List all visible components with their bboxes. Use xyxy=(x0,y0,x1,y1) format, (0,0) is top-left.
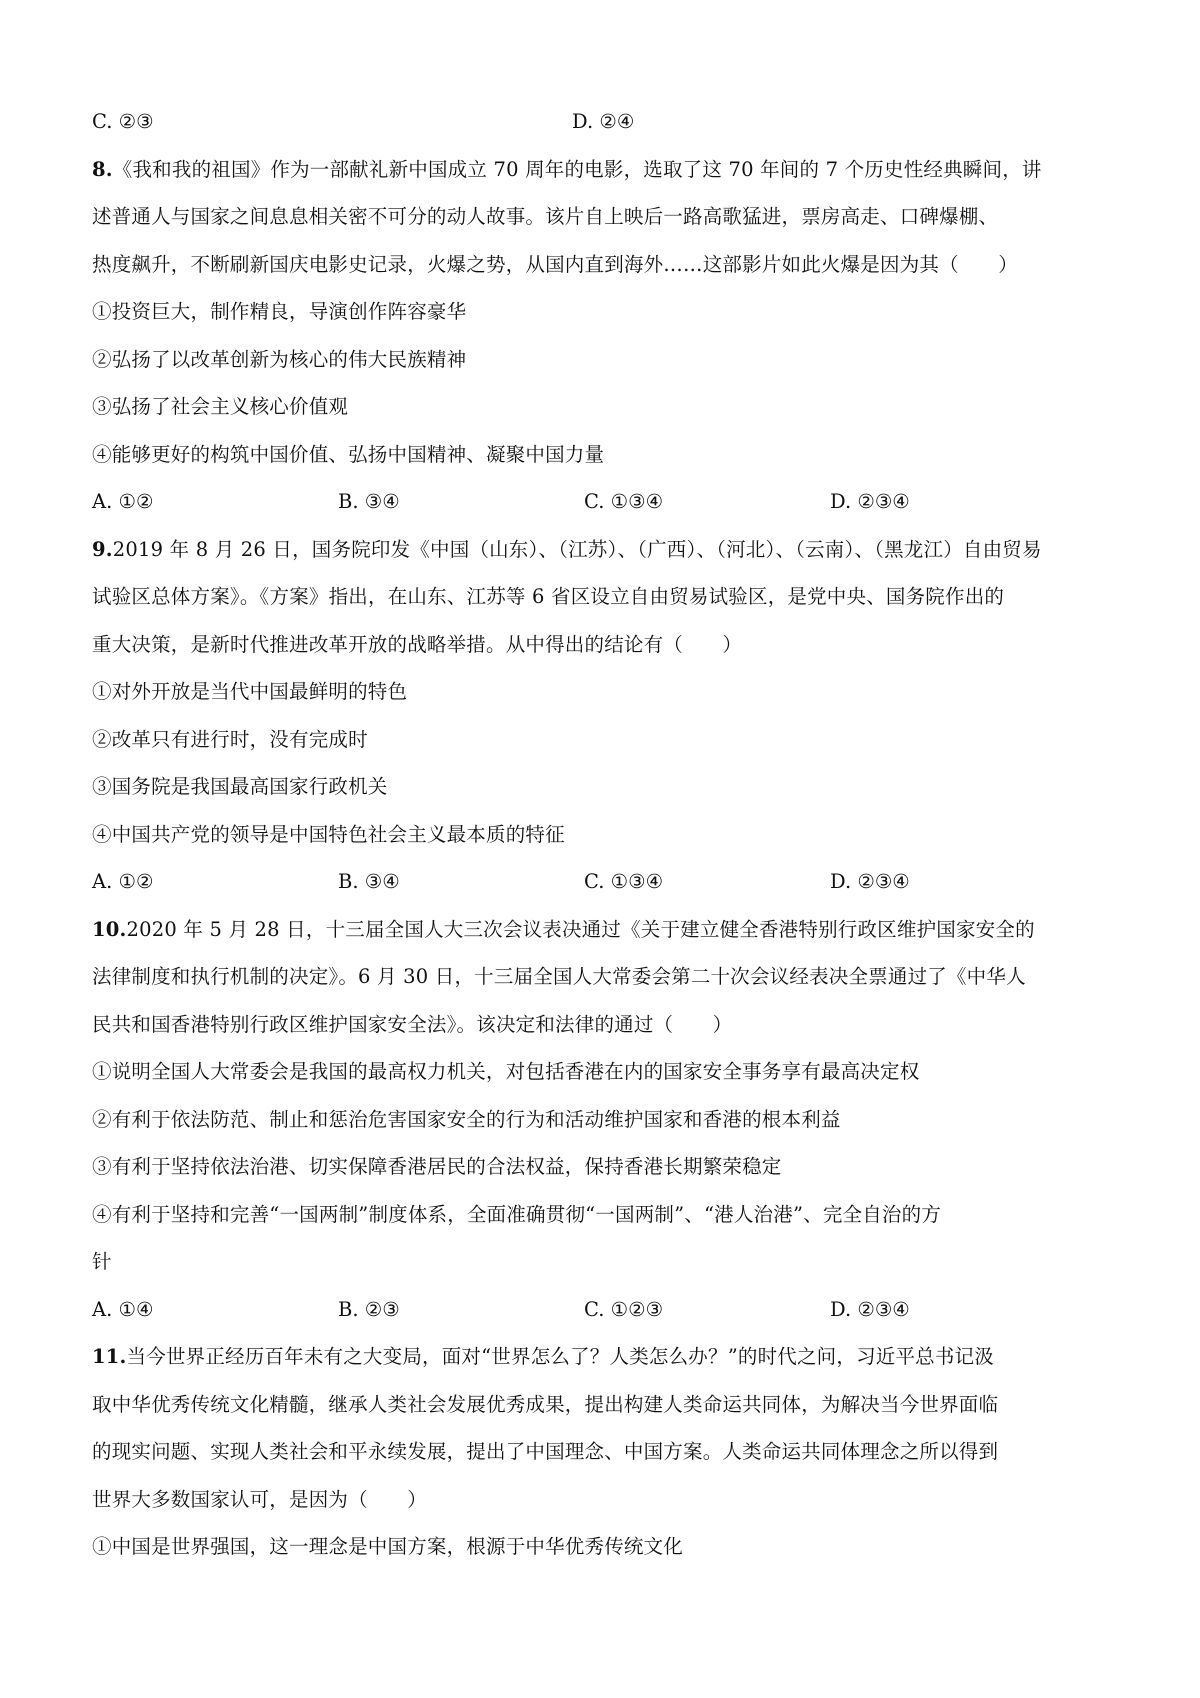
question-stem-line: 10.2020 年 5 月 28 日，十三届全国人大三次会议表决通过《关于建立健全香港特别行政区维护国家安全的 xyxy=(92,917,1035,941)
question-stem-line: 述普通人与国家之间息息相关密不可分的动人故事。该片自上映后一路高歌猛进，票房高走、口碑爆棚、 xyxy=(92,205,999,228)
statement-item: ②改革只有进行时，没有完成时 xyxy=(92,727,368,751)
question-number: 8. xyxy=(92,157,113,181)
option-b: B. ③④ xyxy=(338,870,400,893)
question-number: 9. xyxy=(92,537,113,561)
question-10 xyxy=(92,906,1092,1334)
option-d: D. ②③④ xyxy=(830,870,910,893)
statement-item: ④能够更好的构筑中国价值、弘扬中国精神、凝聚中国力量 xyxy=(92,442,605,466)
question-11 xyxy=(92,1333,1092,1571)
answer-options xyxy=(92,1286,1092,1334)
option-b: B. ③④ xyxy=(338,490,400,513)
option-a: A. ①④ xyxy=(92,1297,154,1321)
question-stem-line: 11.当今世界正经历百年未有之大变局，面对“世界怎么了？人类怎么办？”的时代之问，习近平总书记汲 xyxy=(92,1345,994,1368)
question-stem-line: 试验区总体方案》。《方案》指出，在山东、江苏等 6 省区设立自由贸易试验区，是党中央、国务院作出的 xyxy=(92,585,1005,608)
option-d: D. ②③④ xyxy=(830,490,910,513)
answer-options xyxy=(92,478,1092,526)
question-stem-line: 民共和国香港特别行政区维护国家安全法》。该决定和法律的通过（ ） xyxy=(92,1012,733,1036)
question-stem-line: 重大决策，是新时代推进改革开放的战略举措。从中得出的结论有（ ） xyxy=(92,632,743,656)
statement-item-continuation: 针 xyxy=(92,1250,112,1273)
statement-item: ①说明全国人大常委会是我国的最高权力机关，对包括香港在内的国家安全事务享有最高决定权 xyxy=(92,1060,920,1083)
statement-item: ④中国共产党的领导是中国特色社会主义最本质的特征 xyxy=(92,822,565,846)
statement-item: ②弘扬了以改革创新为核心的伟大民族精神 xyxy=(92,347,467,371)
option-a: A. ①② xyxy=(92,490,154,513)
statement-item: ③弘扬了社会主义核心价值观 xyxy=(92,395,349,418)
statement-item: ①投资巨大，制作精良，导演创作阵容豪华 xyxy=(92,300,467,323)
statement-item: ①对外开放是当代中国最鲜明的特色 xyxy=(92,680,408,703)
statement-item: ②有利于依法防范、制止和惩治危害国家安全的行为和活动维护国家和香港的根本利益 xyxy=(92,1107,841,1131)
question-9 xyxy=(92,526,1092,906)
option-d: D. ②④ xyxy=(572,110,635,133)
question-number: 10. xyxy=(92,917,127,941)
prev-question-options xyxy=(92,98,1092,146)
question-number: 11. xyxy=(92,1345,127,1368)
question-stem-line: 热度飙升，不断刷新国庆电影史记录，火爆之势，从国内直到海外……这部影片如此火爆是因为其（ ） xyxy=(92,252,1018,276)
option-c: C. ②③ xyxy=(92,110,154,133)
answer-options xyxy=(92,858,1092,906)
option-b: B. ②③ xyxy=(338,1297,400,1321)
exam-content xyxy=(92,98,1092,1571)
statement-item: ④有利于坚持和完善“一国两制”制度体系，全面准确贯彻“一国两制”、“港人治港”、完全自治的方 xyxy=(92,1202,942,1226)
option-c: C. ①③④ xyxy=(584,490,664,513)
question-8 xyxy=(92,146,1092,526)
question-stem-line: 的现实问题、实现人类社会和平永续发展，提出了中国理念、中国方案。人类命运共同体理念之所以得到 xyxy=(92,1440,999,1463)
option-d: D. ②③④ xyxy=(830,1297,910,1321)
question-stem-line: 法律制度和执行机制的决定》。6 月 30 日，十三届全国人大常委会第二十次会议经表决全票通过了《中华人 xyxy=(92,965,1026,988)
option-c: C. ①②③ xyxy=(584,1297,664,1321)
question-stem-line: 9.2019 年 8 月 26 日，国务院印发《中国（山东）、（江苏）、（广西）、（河北）、（云南）、（黑龙江）自由贸易 xyxy=(92,537,1042,561)
option-a: A. ①② xyxy=(92,870,154,893)
question-stem-line: 世界大多数国家认可，是因为（ ） xyxy=(92,1487,427,1511)
question-stem-line: 取中华优秀传统文化精髓，继承人类社会发展优秀成果，提出构建人类命运共同体，为解决当今世界面临 xyxy=(92,1392,999,1416)
question-stem-line: 8.《我和我的祖国》作为一部献礼新中国成立 70 周年的电影，选取了这 70 年间的 7 个历史性经典瞬间，讲 xyxy=(92,157,1042,181)
statement-item: ③国务院是我国最高国家行政机关 xyxy=(92,775,388,798)
statement-item: ①中国是世界强国，这一理念是中国方案，根源于中华优秀传统文化 xyxy=(92,1535,684,1558)
option-c: C. ①③④ xyxy=(584,870,664,893)
statement-item: ③有利于坚持依法治港、切实保障香港居民的合法权益，保持香港长期繁荣稳定 xyxy=(92,1155,782,1178)
